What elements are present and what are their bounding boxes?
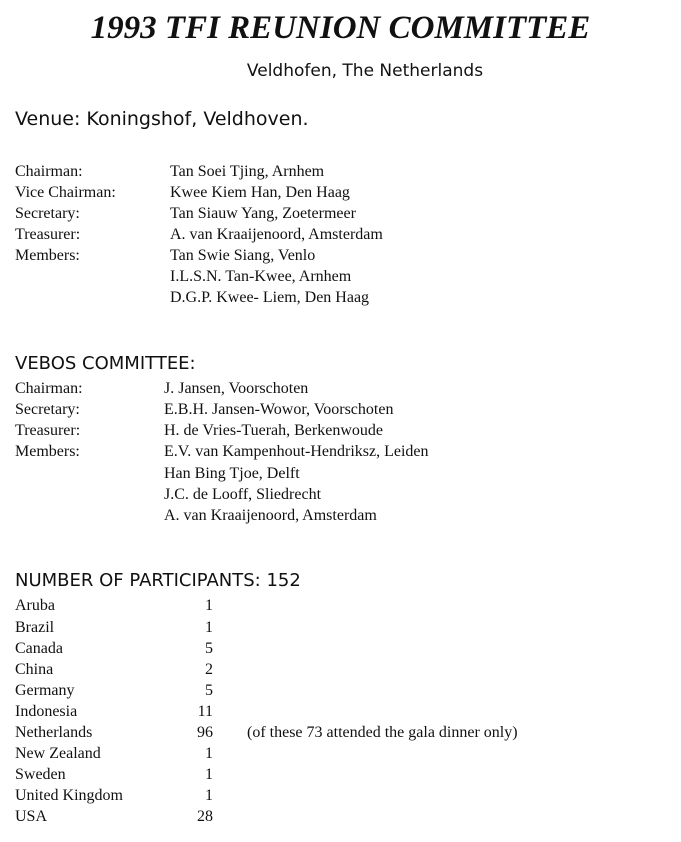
participant-count: 1 (205, 787, 213, 804)
committee-member: Han Bing Tjoe, Delft (164, 465, 300, 482)
committee-role: Members: (15, 443, 80, 460)
participant-count: 28 (197, 808, 213, 825)
committee-member: Tan Siauw Yang, Zoetermeer (170, 205, 356, 222)
committee-role: Chairman: (15, 163, 83, 180)
page-title: 1993 TFI REUNION COMMITTEE (90, 10, 591, 46)
committee-member: E.B.H. Jansen-Wowor, Voorschoten (164, 401, 394, 418)
participant-count: 5 (205, 682, 213, 699)
vebos-heading: VEBOS COMMITTEE: (15, 353, 196, 374)
participant-count: 2 (205, 661, 213, 678)
page-subtitle: Veldhofen, The Netherlands (246, 61, 484, 81)
committee-role: Secretary: (15, 205, 80, 222)
committee-role: Chairman: (15, 380, 83, 397)
committee-member: Tan Swie Siang, Venlo (170, 247, 316, 264)
committee-member: J.C. de Looff, Sliedrecht (164, 486, 322, 503)
participants-heading: NUMBER OF PARTICIPANTS: 152 (15, 570, 301, 591)
participant-country: Sweden (15, 766, 66, 783)
committee-member: Kwee Kiem Han, Den Haag (170, 184, 350, 201)
participant-country: Netherlands (15, 724, 93, 741)
committee-member: Tan Soei Tjing, Arnhem (170, 163, 325, 180)
committee-role: Treasurer: (15, 422, 81, 439)
committee-member: D.G.P. Kwee- Liem, Den Haag (170, 289, 370, 306)
participant-country: United Kingdom (15, 787, 123, 804)
participant-count: 11 (197, 703, 213, 720)
participant-count: 1 (205, 766, 213, 783)
committee-member: A. van Kraaijenoord, Amsterdam (170, 226, 383, 243)
participant-count: 1 (205, 745, 213, 762)
participant-country: USA (15, 808, 48, 825)
participant-country: China (15, 661, 54, 678)
participant-country: Aruba (15, 597, 55, 614)
participant-note: (of these 73 attended the gala dinner only) (247, 724, 518, 741)
participant-count: 1 (205, 597, 213, 614)
venue-line: Venue: Koningshof, Veldhoven. (15, 108, 309, 130)
committee-member: I.L.S.N. Tan-Kwee, Arnhem (170, 268, 352, 285)
committee-member: A. van Kraaijenoord, Amsterdam (164, 507, 377, 524)
participant-country: Brazil (15, 619, 55, 636)
committee-member: E.V. van Kampenhout-Hendriksz, Leiden (164, 443, 429, 460)
participant-count: 1 (205, 619, 213, 636)
committee-role: Secretary: (15, 401, 80, 418)
participant-country: Indonesia (15, 703, 78, 720)
participant-count: 5 (205, 640, 213, 657)
committee-role: Vice Chairman: (15, 184, 116, 201)
committee-member: H. de Vries-Tuerah, Berkenwoude (164, 422, 383, 439)
participant-country: New Zealand (15, 745, 101, 762)
participant-count: 96 (197, 724, 213, 741)
participant-country: Canada (15, 640, 63, 657)
committee-role: Members: (15, 247, 80, 264)
committee-role: Treasurer: (15, 226, 81, 243)
participant-country: Germany (15, 682, 75, 699)
committee-member: J. Jansen, Voorschoten (164, 380, 309, 397)
